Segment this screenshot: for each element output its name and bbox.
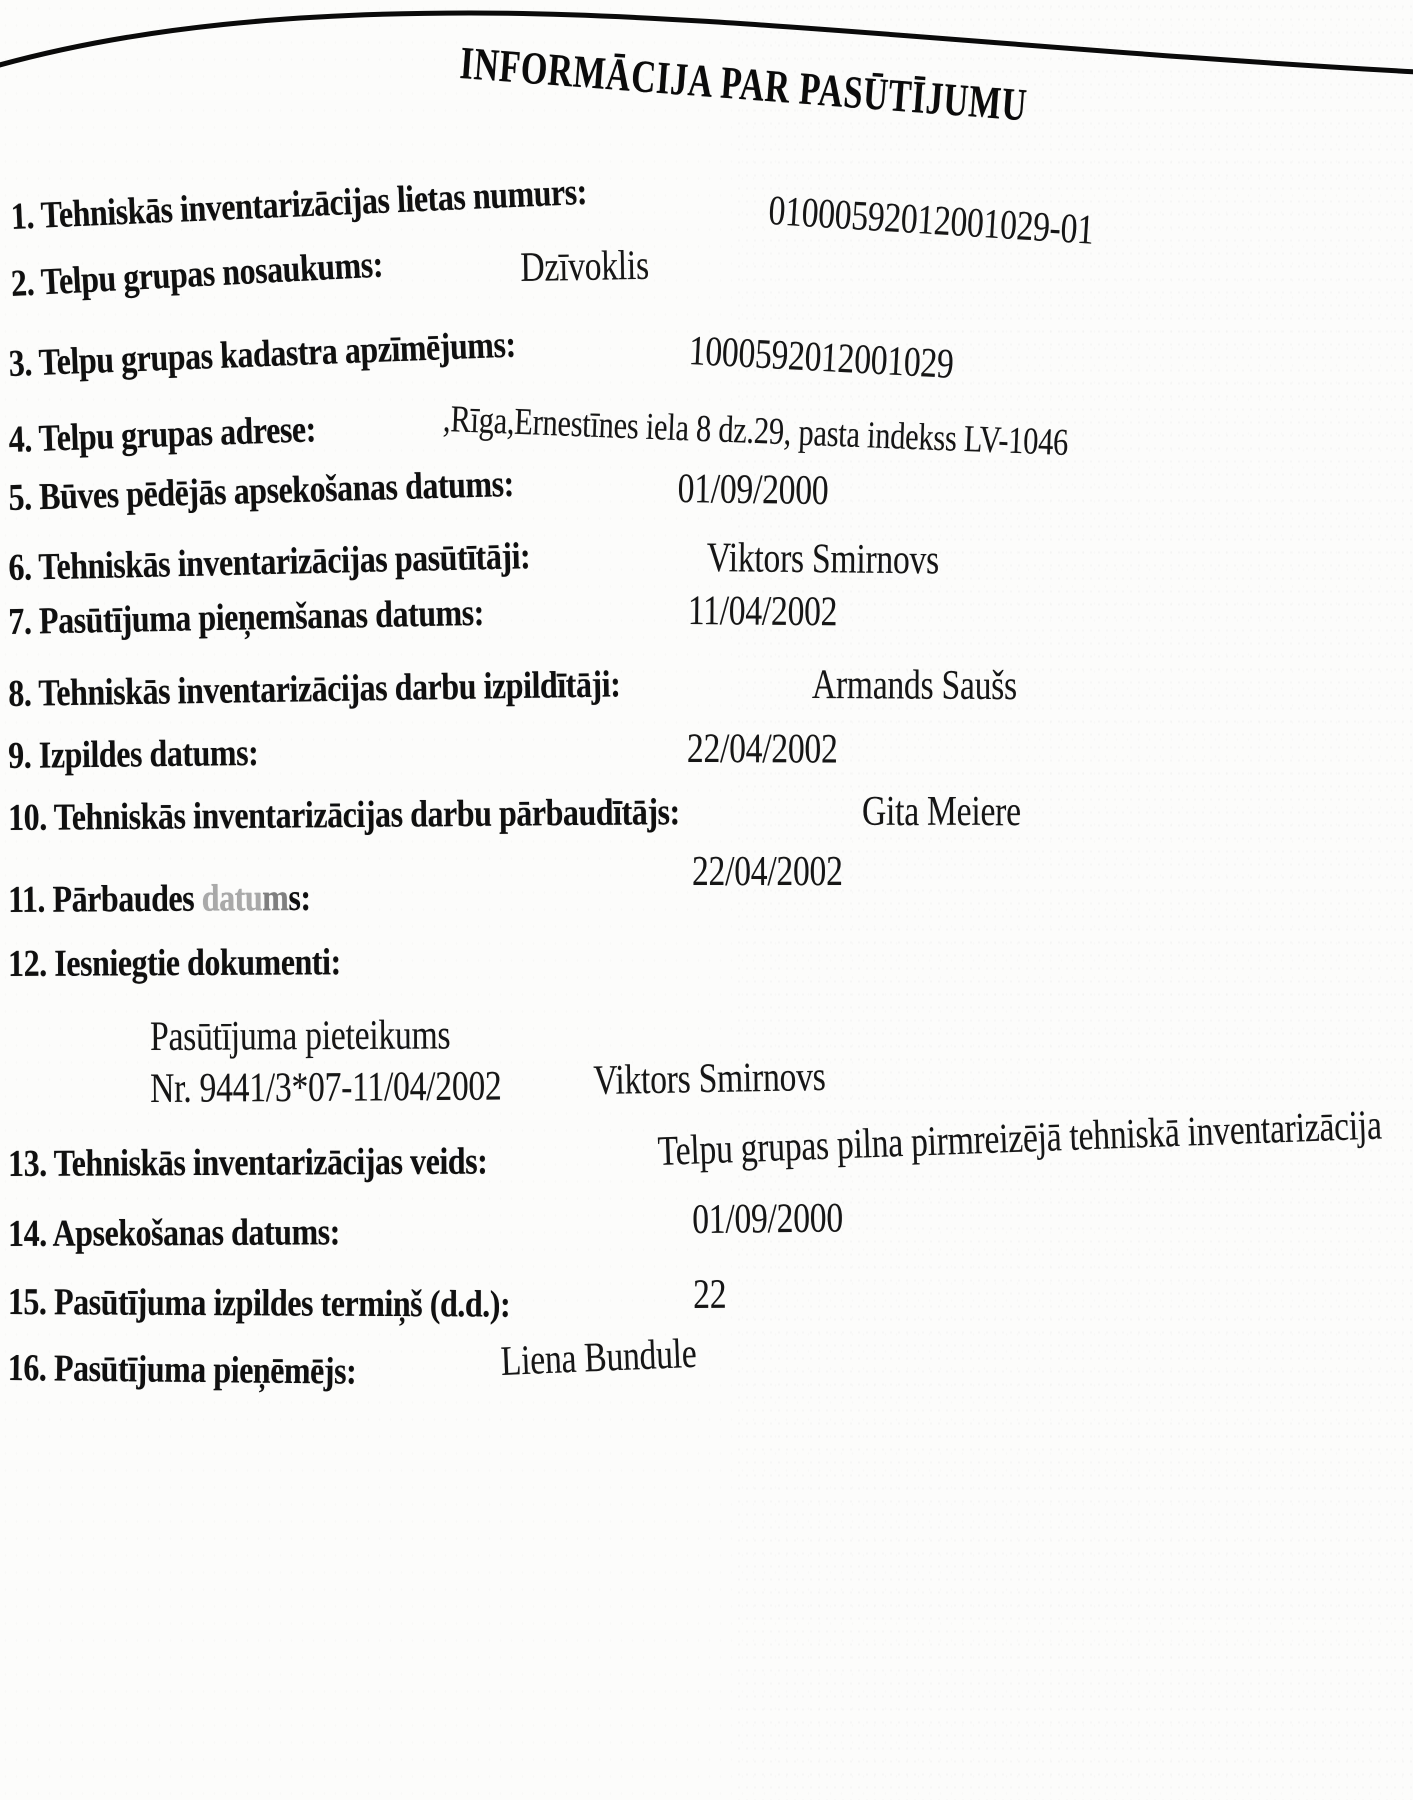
- field-8-value: Armands Saušs: [811, 662, 1018, 710]
- field-1-value: 01000592012001029-01: [767, 188, 1096, 254]
- field-11-label-post: s:: [288, 876, 311, 920]
- field-9-label: 9. Izpildes datums:: [7, 731, 259, 777]
- field-11-label-faded: datu: [201, 877, 263, 920]
- field-10-value: Gita Meiere: [862, 789, 1021, 835]
- field-5-value: 01/09/2000: [677, 466, 829, 515]
- field-2-value: Dzīvoklis: [519, 242, 650, 291]
- field-11-value: 22/04/2002: [692, 849, 843, 895]
- field-15-label: 15. Pasūtījuma izpildes termiņš (d.d.):: [7, 1281, 511, 1326]
- submitted-doc-name: Viktors Smirnovs: [592, 1053, 826, 1104]
- field-14-label: 14. Apsekošanas datums:: [7, 1211, 341, 1255]
- field-11-label: [7, 876, 311, 921]
- field-11-label-pre: 11. Pārbaudes: [7, 877, 202, 921]
- field-16-label: 16. Pasūtījuma pieņēmējs:: [7, 1347, 357, 1393]
- field-13-value: Telpu grupas pilna pirmreizējā tehniskā inventarizācija: [656, 1102, 1383, 1175]
- field-6-label: 6. Tehniskās inventarizācijas pasūtītāji:: [7, 535, 531, 589]
- field-4-value: ,Rīga,Ernestīnes iela 8 dz.29, pasta indekss LV-1046: [442, 398, 1069, 464]
- field-11-label-mid: m: [262, 877, 289, 920]
- document-title: INFORMĀCIJA PAR PASŪTĪJUMU: [458, 37, 1029, 131]
- field-9-value: 22/04/2002: [686, 726, 838, 773]
- field-3-value: 1000592012001029: [687, 328, 955, 388]
- field-16-value: Liena Bundule: [499, 1330, 698, 1385]
- scan-noise-right-overlay: [735, 0, 1413, 1800]
- field-2-label: 2. Telpu grupas nosaukums:: [9, 243, 384, 305]
- submitted-doc-line-1: Pasūtījuma pieteikums: [149, 1012, 451, 1060]
- field-5-label: 5. Būves pēdējās apsekošanas datums:: [7, 462, 515, 519]
- field-7-label: 7. Pasūtījuma pieņemšanas datums:: [7, 591, 485, 643]
- field-7-value: 11/04/2002: [687, 588, 838, 636]
- field-1-label: 1. Tehniskās inventarizācijas lietas numurs:: [9, 170, 588, 238]
- field-12-label: 12. Iesniegtie dokumenti:: [7, 941, 341, 985]
- field-8-label: 8. Tehniskās inventarizācijas darbu izpildītāji:: [7, 663, 621, 715]
- field-15-value: 22: [692, 1271, 727, 1318]
- field-14-value: 01/09/2000: [691, 1195, 844, 1243]
- field-3-label: 3. Telpu grupas kadastra apzīmējums:: [7, 323, 517, 385]
- field-13-label: 13. Tehniskās inventarizācijas veids:: [7, 1140, 488, 1185]
- field-4-label: 4. Telpu grupas adrese:: [7, 408, 317, 461]
- field-10-label: 10. Tehniskās inventarizācijas darbu pārbaudītājs:: [7, 791, 680, 839]
- field-6-value: Viktors Smirnovs: [706, 535, 940, 584]
- submitted-doc-number: Nr. 9441/3*07-11/04/2002: [149, 1063, 502, 1112]
